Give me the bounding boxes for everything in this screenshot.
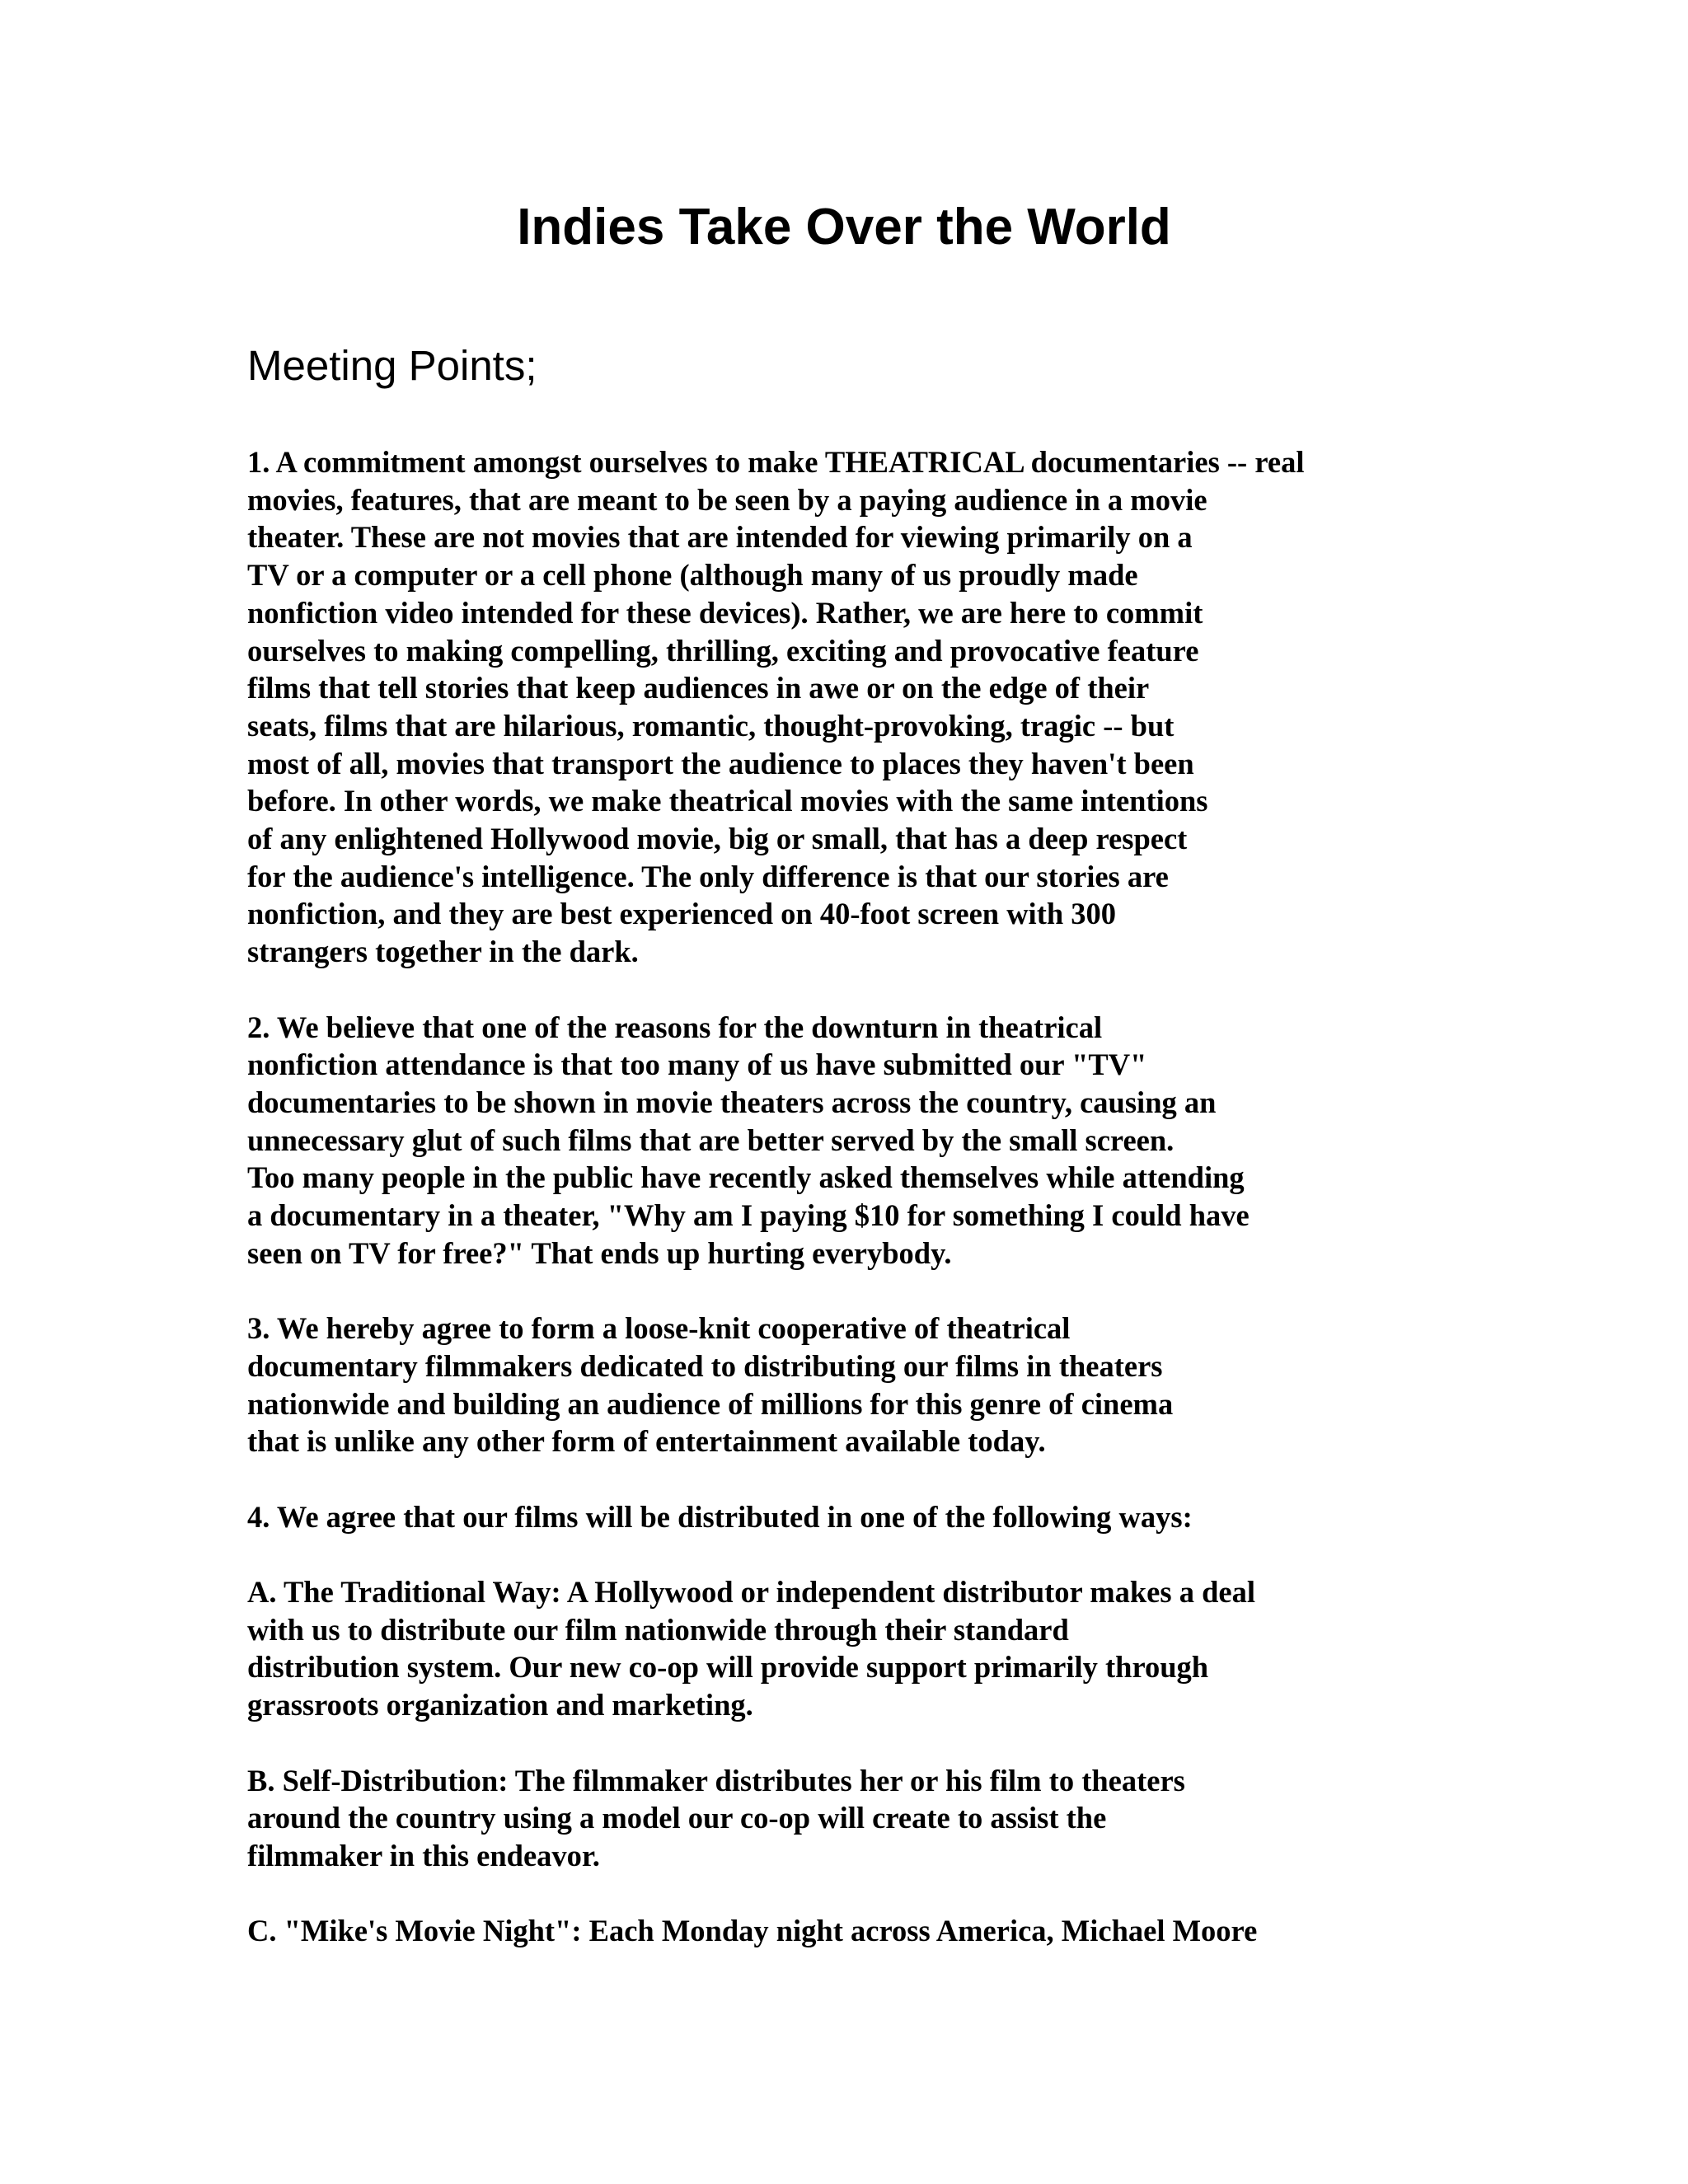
text-line: Too many people in the public have recently asked themselves while attending [247,1160,1245,1195]
text-line: ourselves to making compelling, thrilling, exciting and provocative feature [247,633,1199,668]
text-line: movies, features, that are meant to be seen by a paying audience in a movie [247,482,1207,517]
text-line: documentaries to be shown in movie theaters across the country, causing an [247,1085,1217,1119]
text-line: films that tell stories that keep audiences in awe or on the edge of their [247,671,1150,705]
text-line: A. The Traditional Way: A Hollywood or independent distributor makes a deal [247,1575,1255,1610]
paragraph [247,1912,1451,1950]
text-line: grassroots organization and marketing. [247,1688,753,1722]
document-subtitle: Meeting Points; [247,342,537,389]
paragraph [247,1310,1451,1460]
text-line: nationwide and building an audience of millions for this genre of cinema [247,1386,1174,1421]
text-line: of any enlightened Hollywood movie, big or small, that has a deep respect [247,822,1188,856]
paragraph [247,1009,1451,1272]
text-line: nonfiction video intended for these devices). Rather, we are here to commit [247,595,1203,630]
text-line: 1. A commitment amongst ourselves to make THEATRICAL documentaries -- real [247,445,1305,479]
text-line: documentary filmmakers dedicated to distributing our films in theaters [247,1348,1163,1383]
text-line: unnecessary glut of such films that are better served by the small screen. [247,1122,1175,1157]
text-line: strangers together in the dark. [247,935,639,969]
text-line: seen on TV for free?" That ends up hurting everybody. [247,1235,952,1270]
paragraph [247,1762,1451,1875]
text-line: before. In other words, we make theatrical movies with the same intentions [247,784,1208,818]
document-title: Indies Take Over the World [517,199,1171,255]
text-line: B. Self-Distribution: The filmmaker distributes her or his film to theaters [247,1763,1185,1797]
text-line: 2. We believe that one of the reasons for the downturn in theatrical [247,1010,1103,1044]
text-line: that is unlike any other form of entertainment available today. [247,1424,1046,1459]
text-line: TV or a computer or a cell phone (although many of us proudly made [247,558,1138,593]
text-line: around the country using a model our co-op will create to assist the [247,1801,1107,1835]
text-line: nonfiction attendance is that too many of us have submitted our "TV" [247,1047,1147,1082]
paragraph [247,1573,1451,1724]
text-line: theater. These are not movies that are intended for viewing primarily on a [247,520,1193,555]
text-line: seats, films that are hilarious, romantic, thought-provoking, tragic -- but [247,708,1175,743]
text-line: distribution system. Our new co-op will provide support primarily through [247,1650,1209,1685]
text-line: a documentary in a theater, "Why am I paying $10 for something I could have [247,1198,1250,1233]
text-line: filmmaker in this endeavor. [247,1838,600,1872]
paragraph [247,443,1451,971]
text-line: with us to distribute our film nationwide through their standard [247,1612,1069,1647]
text-line: for the audience's intelligence. The only difference is that our stories are [247,859,1169,893]
document-body [247,443,1451,1988]
paragraph [247,1498,1451,1536]
text-line: 4. We agree that our films will be distributed in one of the following ways: [247,1499,1193,1534]
text-line: C. "Mike's Movie Night": Each Monday night across America, Michael Moore [247,1914,1258,1948]
text-line: nonfiction, and they are best experienced on 40-foot screen with 300 [247,897,1117,931]
text-line: most of all, movies that transport the audience to places they haven't been [247,746,1194,780]
text-line: 3. We hereby agree to form a loose-knit cooperative of theatrical [247,1311,1071,1346]
